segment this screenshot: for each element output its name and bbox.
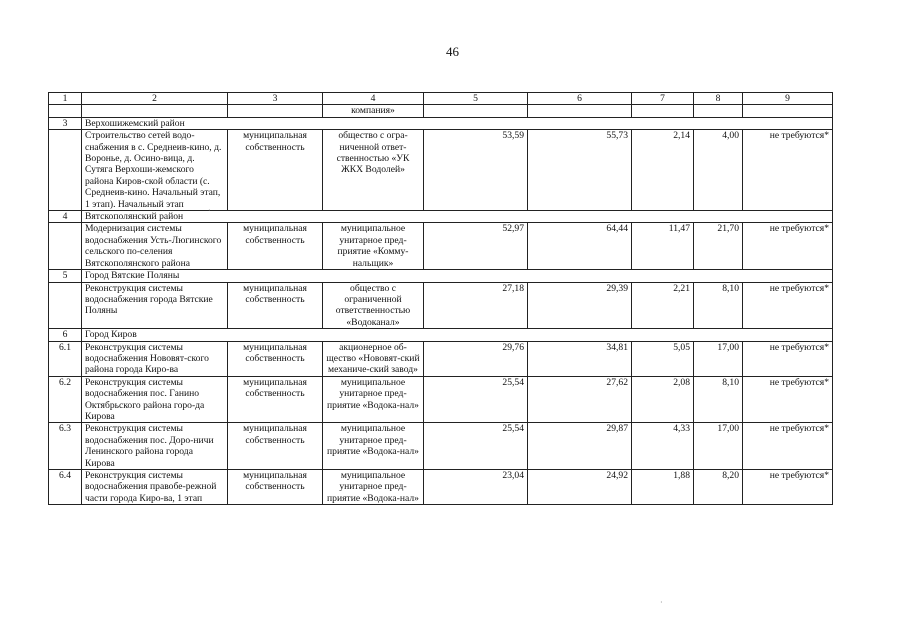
operating-organization: муниципальное унитарное пред-приятие «Водока-нал»: [323, 423, 424, 470]
value-col7: 5,05: [632, 341, 694, 376]
item-number: 6.3: [49, 423, 82, 470]
value-col8: 21,70: [694, 223, 743, 270]
investment-table: [48, 92, 833, 505]
project-name: Реконструкция системы водоснабжения правобе-режной части города Киро-ва, 1 этап: [82, 470, 228, 505]
table-cell: [743, 105, 833, 117]
approval-status: не требуются*: [743, 282, 833, 329]
value-col7: 11,47: [632, 223, 694, 270]
ownership-type: муниципальная собственность: [228, 341, 323, 376]
table-row: [49, 423, 833, 470]
column-number: 1: [49, 93, 82, 105]
operating-organization: муниципальное унитарное пред-приятие «Комму-нальщик»: [323, 223, 424, 270]
operating-organization: муниципальное унитарное пред-приятие «Водока-нал»: [323, 376, 424, 423]
value-col6: 24,92: [528, 470, 632, 505]
ownership-type: муниципальная собственность: [228, 282, 323, 329]
value-col6: 64,44: [528, 223, 632, 270]
ownership-type: муниципальная собственность: [228, 223, 323, 270]
project-name: Реконструкция системы водоснабжения пос. Доро-ничи Ленинского района города Кирова: [82, 423, 228, 470]
table-row: [49, 282, 833, 329]
region-number: 5: [49, 270, 82, 282]
table-row: [49, 376, 833, 423]
value-col6: 34,81: [528, 341, 632, 376]
value-col8: 17,00: [694, 423, 743, 470]
item-number: 6.4: [49, 470, 82, 505]
column-number: 8: [694, 93, 743, 105]
table-cell: [228, 105, 323, 117]
scan-speck: ·: [660, 598, 663, 607]
table-cell: [424, 105, 528, 117]
value-col8: 8,10: [694, 376, 743, 423]
value-col7: 1,88: [632, 470, 694, 505]
table-cell: [528, 105, 632, 117]
value-col6: 29,39: [528, 282, 632, 329]
item-number: [49, 130, 82, 211]
item-number: 6.1: [49, 341, 82, 376]
table-cell: [49, 105, 82, 117]
table-row: [49, 341, 833, 376]
value-col5: 25,54: [424, 376, 528, 423]
value-col8: 4,00: [694, 130, 743, 211]
value-col5: 23,04: [424, 470, 528, 505]
table-body: [49, 93, 833, 505]
operating-organization: общество с ограниченной ответственностью «Водоканал»: [323, 282, 424, 329]
continuation-text: компания»: [323, 105, 424, 117]
table-row: [49, 130, 833, 211]
value-col7: 2,08: [632, 376, 694, 423]
value-col7: 2,21: [632, 282, 694, 329]
column-number-row: [49, 93, 833, 105]
approval-status: не требуются*: [743, 470, 833, 505]
ownership-type: муниципальная собственность: [228, 470, 323, 505]
region-name: Город Вятские Поляны: [82, 270, 833, 282]
value-col5: 53,59: [424, 130, 528, 211]
value-col5: 52,97: [424, 223, 528, 270]
region-row: [49, 117, 833, 129]
region-row: [49, 329, 833, 341]
approval-status: не требуются*: [743, 341, 833, 376]
column-number: 9: [743, 93, 833, 105]
approval-status: не требуются*: [743, 130, 833, 211]
region-row: [49, 211, 833, 223]
operating-organization: акционерное об-щество «Нововят-ский механиче-ский завод»: [323, 341, 424, 376]
table-cell: [82, 105, 228, 117]
table-cell: [694, 105, 743, 117]
table-row: [49, 470, 833, 505]
value-col8: 17,00: [694, 341, 743, 376]
project-name: Реконструкция системы водоснабжения пос. Ганино Октябрьского района горо-да Кирова: [82, 376, 228, 423]
operating-organization: муниципальное унитарное пред-приятие «Водока-нал»: [323, 470, 424, 505]
project-name: Реконструкция системы водоснабжения города Вятские Поляны: [82, 282, 228, 329]
value-col6: 55,73: [528, 130, 632, 211]
value-col7: 4,33: [632, 423, 694, 470]
value-col5: 25,54: [424, 423, 528, 470]
value-col5: 29,76: [424, 341, 528, 376]
project-name: Реконструкция системы водоснабжения Нововят-ского района города Киро-ва: [82, 341, 228, 376]
ownership-type: муниципальная собственность: [228, 423, 323, 470]
region-number: 6: [49, 329, 82, 341]
item-number: [49, 223, 82, 270]
region-row: [49, 270, 833, 282]
ownership-type: муниципальная собственность: [228, 130, 323, 211]
value-col6: 27,62: [528, 376, 632, 423]
region-number: 3: [49, 117, 82, 129]
page-number: 46: [446, 44, 459, 59]
region-name: Верхошижемский район: [82, 117, 833, 129]
value-col5: 27,18: [424, 282, 528, 329]
column-number: 3: [228, 93, 323, 105]
operating-organization: общество с огра-ниченной ответ-ственностью «УК ЖКХ Водолей»: [323, 130, 424, 211]
value-col8: 8,10: [694, 282, 743, 329]
table-row: [49, 223, 833, 270]
ownership-type: муниципальная собственность: [228, 376, 323, 423]
scan-speck: ·: [208, 206, 211, 215]
approval-status: не требуются*: [743, 223, 833, 270]
value-col6: 29,87: [528, 423, 632, 470]
region-number: 4: [49, 211, 82, 223]
column-number: 4: [323, 93, 424, 105]
value-col7: 2,14: [632, 130, 694, 211]
project-name: Строительство сетей водо-снабжения в с. Среднеив-кино, д. Воронье, д. Осино-вица, д. Сутяга Верхоши-жемского района Киров-ской области (с. Среднеив-кино. Начальный этап, 1 этап). Начальный этап: [82, 130, 228, 211]
table-cell: [632, 105, 694, 117]
column-number: 2: [82, 93, 228, 105]
approval-status: не требуются*: [743, 376, 833, 423]
item-number: [49, 282, 82, 329]
value-col8: 8,20: [694, 470, 743, 505]
column-number: 5: [424, 93, 528, 105]
column-number: 6: [528, 93, 632, 105]
project-name: Модернизация системы водоснабжения Усть-Люгинского сельского по-селения Вятскополянского района: [82, 223, 228, 270]
item-number: 6.2: [49, 376, 82, 423]
region-name: Город Киров: [82, 329, 833, 341]
region-name: Вятскополянский район: [82, 211, 833, 223]
continuation-row: [49, 105, 833, 117]
column-number: 7: [632, 93, 694, 105]
approval-status: не требуются*: [743, 423, 833, 470]
